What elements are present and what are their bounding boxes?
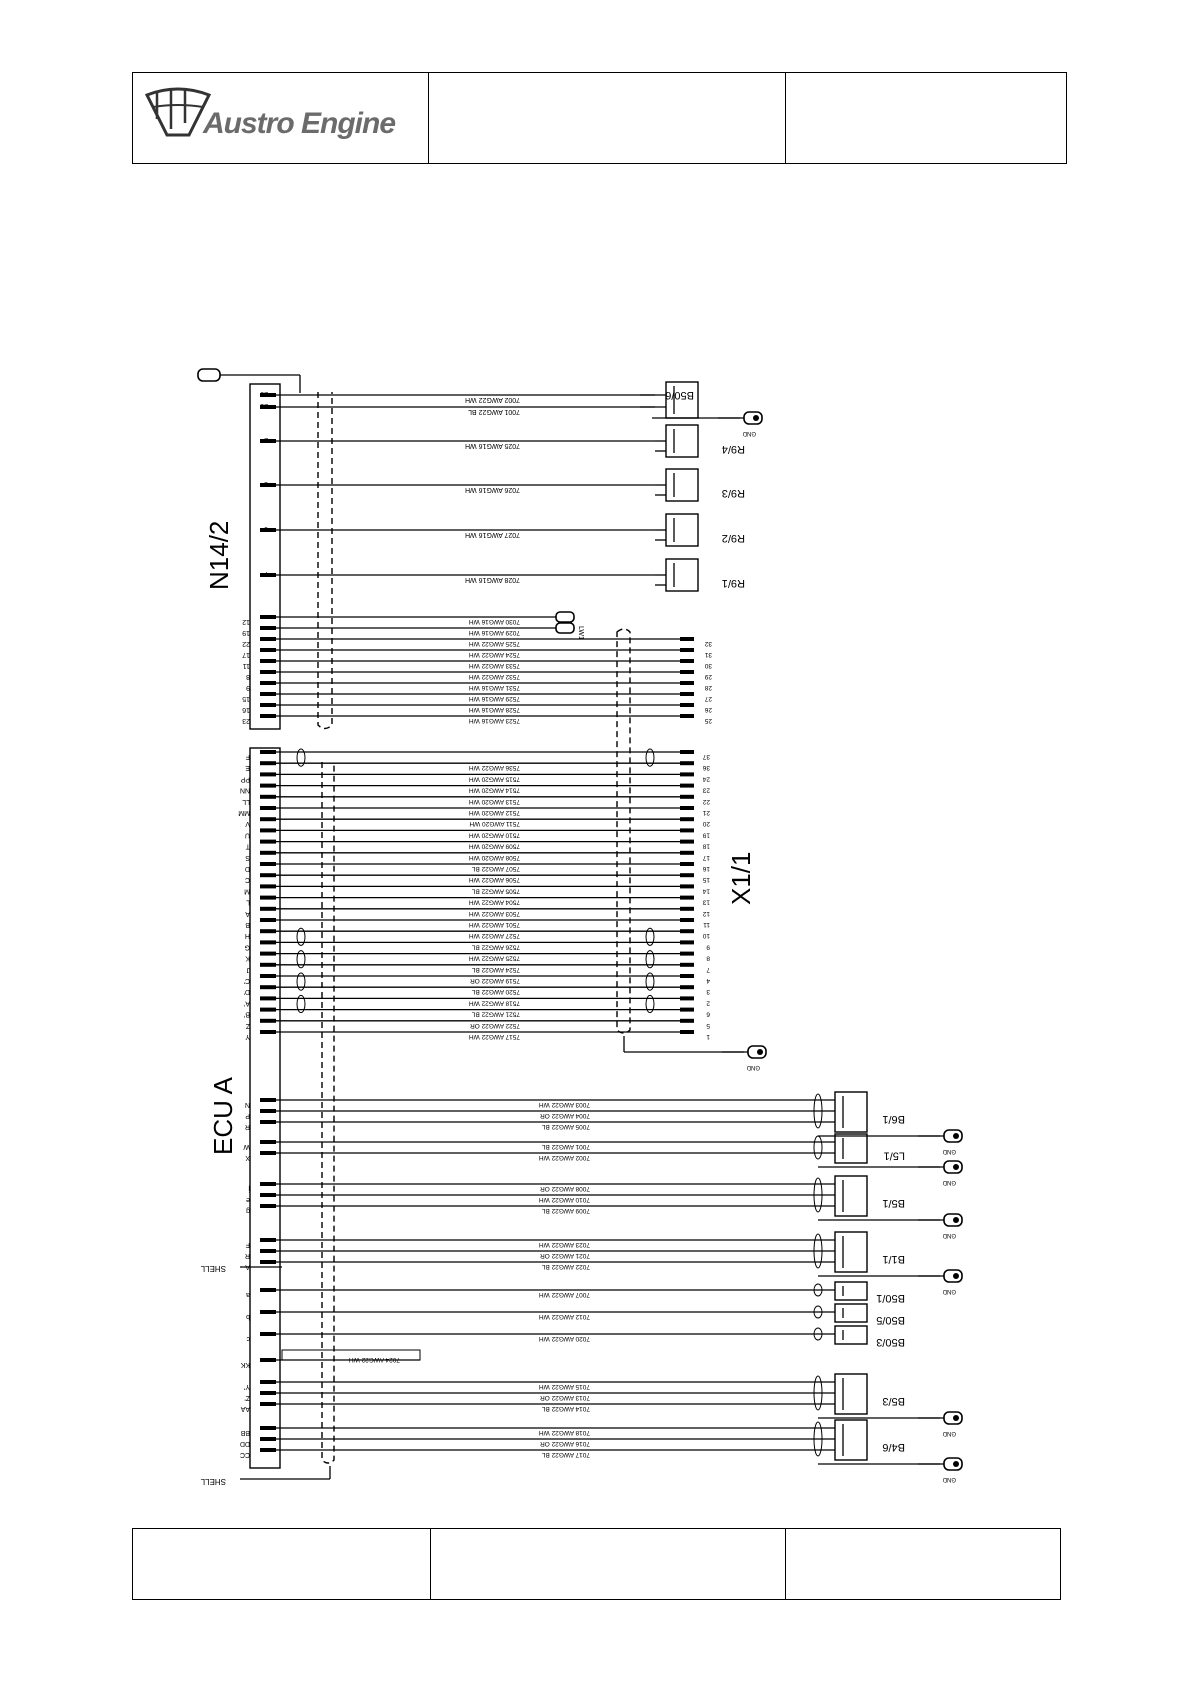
pin-label: LL <box>242 797 250 805</box>
sensor-component-label: B50/3 <box>876 1336 905 1348</box>
x1-pin-label: 36 <box>702 764 710 772</box>
sensor-connector <box>835 1282 867 1300</box>
pin-label: 17 <box>242 651 250 658</box>
pin-label: Y <box>245 1033 250 1040</box>
n14-shield-dashed <box>318 392 332 729</box>
wire-label: 7010 AWG22 WH <box>538 1196 590 1203</box>
x1-pin-label: 13 <box>702 898 710 906</box>
wire-label: 7524 AWG22 WH <box>468 651 520 658</box>
pin-label: N <box>244 1101 250 1108</box>
footer-table <box>132 1528 1061 1600</box>
pin-label: 7 <box>264 570 268 577</box>
wire-label: 7517 AWG22 WH <box>468 1033 520 1040</box>
component-label: R9/2 <box>721 532 745 544</box>
wire-label: 7511 AWG20 WH <box>469 820 520 828</box>
wire-label: 7514 AWG20 WH <box>468 786 520 794</box>
wire-label: 7536 AWG22 WH <box>468 764 520 772</box>
x1-pin-label: 29 <box>704 673 712 680</box>
pin-label: V <box>245 820 250 828</box>
wire-label: 7008 AWG22 OR <box>540 1185 590 1192</box>
wire-label: 7021 AWG22 OR <box>540 1252 590 1259</box>
gnd-dot <box>953 1415 959 1421</box>
footer-cell-right <box>786 1529 1060 1599</box>
connector-body <box>835 1326 867 1344</box>
pin-label: 21 <box>260 402 268 409</box>
pin-label: KK <box>240 1361 250 1368</box>
gnd-label: GND <box>742 430 756 436</box>
x1-pin-label: 18 <box>702 842 710 850</box>
wire-label: 7012 AWG22 WH <box>538 1313 590 1320</box>
ecu-shield-dashed <box>322 762 334 1463</box>
ecu-a-title: ECU A <box>208 1076 238 1155</box>
gnd-dot <box>753 415 759 421</box>
x1-pin-label: 23 <box>702 786 710 794</box>
wire-label: 7515 AWG20 WH <box>468 775 520 783</box>
pin-label: 6 <box>264 525 268 532</box>
wire-label: 7013 AWG22 OR <box>540 1394 590 1401</box>
component-label: R9/4 <box>721 443 745 455</box>
wire-label: 7002 AWG22 WH <box>465 396 520 403</box>
sensor-connector <box>835 1134 867 1163</box>
wire-label: 7001 AWG22 BL <box>541 1143 590 1150</box>
wire-label: 7016 AWG22 OR <box>540 1440 590 1447</box>
pin-label: G <box>244 943 250 951</box>
connector-body <box>666 425 698 457</box>
pin-label: D <box>244 865 250 872</box>
shell-label-upper: SHELL <box>200 1264 226 1273</box>
x1-pin-label: 4 <box>706 977 710 984</box>
sensor-component-label: L5/1 <box>883 1149 905 1162</box>
wire-label: 7001 AWG22 BL <box>468 408 520 415</box>
pin-label: U <box>244 831 250 839</box>
connector-body <box>835 1304 867 1322</box>
n14-x1-wire <box>260 612 574 622</box>
wire-label: 7506 AWG22 WH <box>468 876 520 884</box>
wire-label: 7505 AWG22 BL <box>471 887 520 895</box>
sensor-connector <box>835 1420 867 1460</box>
wire-label: 7529 AWG16 WH <box>468 695 520 702</box>
wire-label: 7017 AWG22 BL <box>541 1451 590 1458</box>
sensor-component-label: B6/1 <box>882 1113 905 1125</box>
pin-label: 15 <box>242 695 250 702</box>
connector-body <box>835 1374 867 1414</box>
pin-label: T <box>245 842 250 850</box>
x1-pin-label: 26 <box>704 706 712 713</box>
n14-x1-wire <box>260 623 574 633</box>
x1-pin-label: 8 <box>706 954 710 962</box>
pin-label: e <box>246 1196 250 1203</box>
x1-pin-label: 2 <box>706 999 710 1007</box>
x1-pin-label: 7 <box>706 965 710 973</box>
wire-label: 7026 AWG16 WH <box>465 486 520 493</box>
wire-label: 7007 AWG22 WH <box>538 1291 590 1298</box>
wire-label: 7519 AWG22 OR <box>470 977 520 984</box>
n14-wire <box>260 575 666 585</box>
pin-label: R <box>244 1252 250 1259</box>
b50-6-ground <box>718 412 762 424</box>
wire-label: 7521 AWG22 BL <box>471 1010 520 1018</box>
gnd-dot <box>953 1133 959 1139</box>
wire-label: 7014 AWG22 BL <box>541 1405 590 1412</box>
pin-label: J <box>246 965 250 973</box>
pin-label: X <box>245 1154 250 1161</box>
wire-label: 7508 AWG20 WH <box>468 853 520 861</box>
wire-label: 7533 AWG22 WH <box>468 662 520 669</box>
component-label: R9/1 <box>721 577 745 589</box>
sensor-connector <box>835 1232 867 1272</box>
gnd-label: GND <box>746 1064 760 1070</box>
shell-label-lower: SHELL <box>200 1477 226 1486</box>
b50-6-label: B50/6 <box>665 389 694 401</box>
x1-pin-label: 20 <box>702 820 710 828</box>
sensor-component-label: B5/3 <box>882 1395 905 1407</box>
sensor-component-label: B5/1 <box>882 1197 905 1209</box>
x1-pin-label: 17 <box>702 853 710 861</box>
wire-label: 7020 AWG22 WH <box>538 1335 590 1342</box>
pin-label: 3 <box>264 480 268 487</box>
wire-label: 7029 AWG16 WH <box>468 629 520 636</box>
x1-pin-label: 37 <box>702 753 710 760</box>
sensor-ground <box>918 1458 962 1470</box>
sensor-ground <box>918 1214 962 1226</box>
component-label: R9/3 <box>721 487 745 499</box>
wire-label: 7510 AWG20 WH <box>468 831 520 839</box>
x1-pin-label: 10 <box>702 932 710 940</box>
pin-label: E <box>245 764 250 772</box>
wire-label: 7023 AWG22 WH <box>538 1241 590 1248</box>
wire-label: 7028 AWG16 WH <box>465 576 520 583</box>
x1-pin-label: 27 <box>704 695 712 702</box>
gnd-label: GND <box>942 1476 956 1482</box>
pin-label: K <box>245 954 250 962</box>
pin-label: F <box>245 1241 250 1248</box>
pin-label: b <box>246 1313 250 1320</box>
connector-shield-marker <box>814 1136 822 1159</box>
pin-label: M <box>244 887 250 895</box>
wire-label: 7501 AWG22 WH <box>468 921 520 928</box>
gnd-label: GND <box>942 1288 956 1294</box>
sensor-connector <box>835 1176 867 1216</box>
pin-label: 20 <box>260 390 268 397</box>
pin-label: DD <box>239 1440 250 1447</box>
pin-label: 2 <box>264 436 268 443</box>
pin-label: 12 <box>242 618 250 625</box>
pin-label: a <box>246 1291 250 1298</box>
pin-label: 9 <box>246 684 250 691</box>
x1-pin-label: 15 <box>702 876 710 884</box>
pin-label: 8 <box>246 673 250 680</box>
lw1-connector-icon <box>556 623 574 633</box>
wire-label: 7030 AWG16 WH <box>468 618 520 625</box>
pin-label: P <box>245 1112 250 1119</box>
pin-label: 16 <box>242 706 250 713</box>
wire-label: 7523 AWG16 WH <box>468 717 520 724</box>
pin-label: AA <box>240 1405 250 1412</box>
logo-text: Austro Engine <box>203 107 396 140</box>
wire-label: 7512 AWG20 WH <box>468 809 520 816</box>
x1-pin-label: 19 <box>702 831 710 839</box>
x1-pin-label: 6 <box>706 1010 710 1018</box>
pin-label: A <box>245 909 250 917</box>
sensor-ground <box>918 1130 962 1142</box>
x1-pin-label: 32 <box>704 640 712 647</box>
wire-label: 7027 AWG16 WH <box>465 531 520 538</box>
wire-label: 7022 AWG22 BL <box>541 1263 590 1270</box>
pin-label: c <box>246 1335 250 1342</box>
x1-pin-label: 16 <box>702 865 710 872</box>
gnd-dot <box>953 1164 959 1170</box>
sensor-component-label: B4/6 <box>882 1441 905 1453</box>
wire-label: 7531 AWG16 WH <box>468 684 520 691</box>
wire-label: 7526 AWG22 BL <box>471 943 520 951</box>
x1-pin-label: 22 <box>702 797 710 805</box>
connector-body <box>666 559 698 591</box>
pin-label: R <box>244 1123 250 1130</box>
pin-label: A <box>245 1263 250 1270</box>
pin-label: S <box>245 853 250 861</box>
connector-body <box>666 514 698 546</box>
x1-pin-label: 24 <box>702 775 710 783</box>
pin-label: B' <box>243 1010 250 1018</box>
x1-pin-label: 30 <box>704 662 712 669</box>
x1-1-ground <box>722 1046 766 1058</box>
x1-pin-label: 5 <box>706 1021 710 1029</box>
gnd-dot <box>953 1217 959 1223</box>
x1-pin-label: 12 <box>702 909 710 917</box>
sensor-connector-R9-2 <box>666 514 698 546</box>
wire-label: 7528 AWG16 WH <box>468 706 520 713</box>
sensor-connector-R9-3 <box>666 469 698 501</box>
sensor-ground <box>918 1412 962 1424</box>
connector-body <box>835 1282 867 1300</box>
sensor-component-label: B50/1 <box>876 1292 905 1304</box>
gnd-label: GND <box>942 1430 956 1436</box>
pin-label: NN <box>239 786 250 794</box>
pin-label: g <box>246 1207 250 1214</box>
sensor-component-label: B1/1 <box>882 1253 905 1265</box>
sensor-component-label: B50/5 <box>876 1314 905 1326</box>
footer-cell-middle <box>431 1529 786 1599</box>
connector-body <box>666 469 698 501</box>
pin-label: PP <box>240 775 250 783</box>
sensor-connector <box>835 1092 867 1132</box>
n14-wire <box>260 530 666 540</box>
connector-body <box>835 1420 867 1460</box>
wire-label: 7504 AWG22 WH <box>468 898 520 906</box>
pin-label: Z' <box>244 1394 250 1401</box>
gnd-label: GND <box>942 1179 956 1185</box>
sensor-connector <box>835 1326 867 1344</box>
pin-label: 23 <box>242 717 250 724</box>
pin-label: 22 <box>242 640 250 647</box>
pin-label: D' <box>243 988 250 996</box>
pin-label: BB <box>240 1429 250 1436</box>
n14-wire <box>260 485 666 495</box>
sensor-ground <box>918 1270 962 1282</box>
gnd-label: GND <box>942 1232 956 1238</box>
connector-body <box>835 1092 867 1132</box>
pin-label: Y' <box>243 1383 250 1390</box>
diagram-wires <box>238 382 962 1482</box>
x1-pin-label: 21 <box>702 809 710 816</box>
pin-label: 11 <box>242 662 250 669</box>
pin-label: Z <box>245 1021 250 1029</box>
wire-label: 7005 AWG22 BL <box>541 1123 590 1130</box>
pin-label: CC <box>239 1451 250 1458</box>
wire-label: 7015 AWG22 WH <box>538 1383 590 1390</box>
pin-label: L <box>246 898 250 906</box>
gnd-dot <box>953 1461 959 1467</box>
wire-label: 7503 AWG22 WH <box>468 909 520 917</box>
sensor-connector-R9-4 <box>666 425 698 457</box>
x1-pin-label: 25 <box>704 717 712 724</box>
wire-label: 7003 AWG22 WH <box>538 1101 590 1108</box>
connector-body <box>835 1176 867 1216</box>
wire-label: 7004 AWG22 OR <box>540 1112 590 1119</box>
n14-wire <box>260 441 666 451</box>
x1-1-title: X1/1 <box>726 851 756 905</box>
lw1-label: LW1 <box>577 626 584 640</box>
pin-label: C' <box>243 977 250 984</box>
wire-label: 7525 AWG22 WH <box>468 954 520 962</box>
pin-label: j <box>248 1185 250 1192</box>
wire-label: 7527 AWG22 WH <box>468 932 520 940</box>
pin-label: MM <box>238 809 250 816</box>
gnd-label: GND <box>942 1148 956 1154</box>
wire-label: 7518 AWG22 WH <box>468 999 520 1007</box>
wire-label: 7018 AWG22 WH <box>538 1429 590 1436</box>
gnd-dot <box>757 1049 763 1055</box>
x1-pin-label: 1 <box>706 1033 710 1040</box>
pin-label: H <box>244 932 250 940</box>
x1-pin-label: 31 <box>704 651 712 658</box>
wire-label: 7024 AWG22 WH <box>348 1356 400 1363</box>
wire-label: 7509 AWG20 WH <box>468 842 520 850</box>
sensor-ground <box>918 1161 962 1173</box>
x1-pin-label: 11 <box>703 921 710 928</box>
sensor-connector-R9-1 <box>666 559 698 591</box>
connector-body <box>835 1232 867 1272</box>
pin-label: A' <box>243 999 250 1007</box>
wire-label: 7009 AWG22 BL <box>541 1207 590 1214</box>
pin-label: F <box>245 753 250 760</box>
wire-label: 7025 AWG16 WH <box>465 442 520 449</box>
lw1-connector-icon <box>556 612 574 622</box>
x1-pin-label: 3 <box>706 988 710 996</box>
footer-cell-left <box>133 1529 431 1599</box>
connector-body <box>835 1134 867 1163</box>
pin-label: C <box>244 876 250 884</box>
wire-label: 7002 AWG22 WH <box>538 1154 590 1161</box>
gnd-dot <box>953 1273 959 1279</box>
n14-2-connector-block <box>250 384 280 729</box>
wire-label: 7532 AWG22 WH <box>468 673 520 680</box>
x1-pin-label: 14 <box>702 887 710 895</box>
wire-label: 7513 AWG20 WH <box>468 797 520 805</box>
wire-label: 7524 AWG22 BL <box>471 965 520 973</box>
x1-pin-label: 9 <box>706 943 710 951</box>
n14-2-title: N14/2 <box>204 520 234 590</box>
wire-label: 7507 AWG22 BL <box>471 865 520 872</box>
sensor-connector <box>835 1304 867 1322</box>
wire-label: 7525 AWG22 WH <box>468 640 520 647</box>
n14-supply-plug-icon <box>198 369 220 381</box>
wire-label: 7520 AWG22 BL <box>471 988 520 996</box>
x1-pin-label: 28 <box>704 684 712 691</box>
sensor-connector <box>835 1374 867 1414</box>
pin-label: W <box>243 1143 250 1150</box>
wire-label: 7522 AWG22 OR <box>470 1021 520 1029</box>
pin-label: 19 <box>242 629 250 636</box>
pin-label: B <box>245 921 250 928</box>
